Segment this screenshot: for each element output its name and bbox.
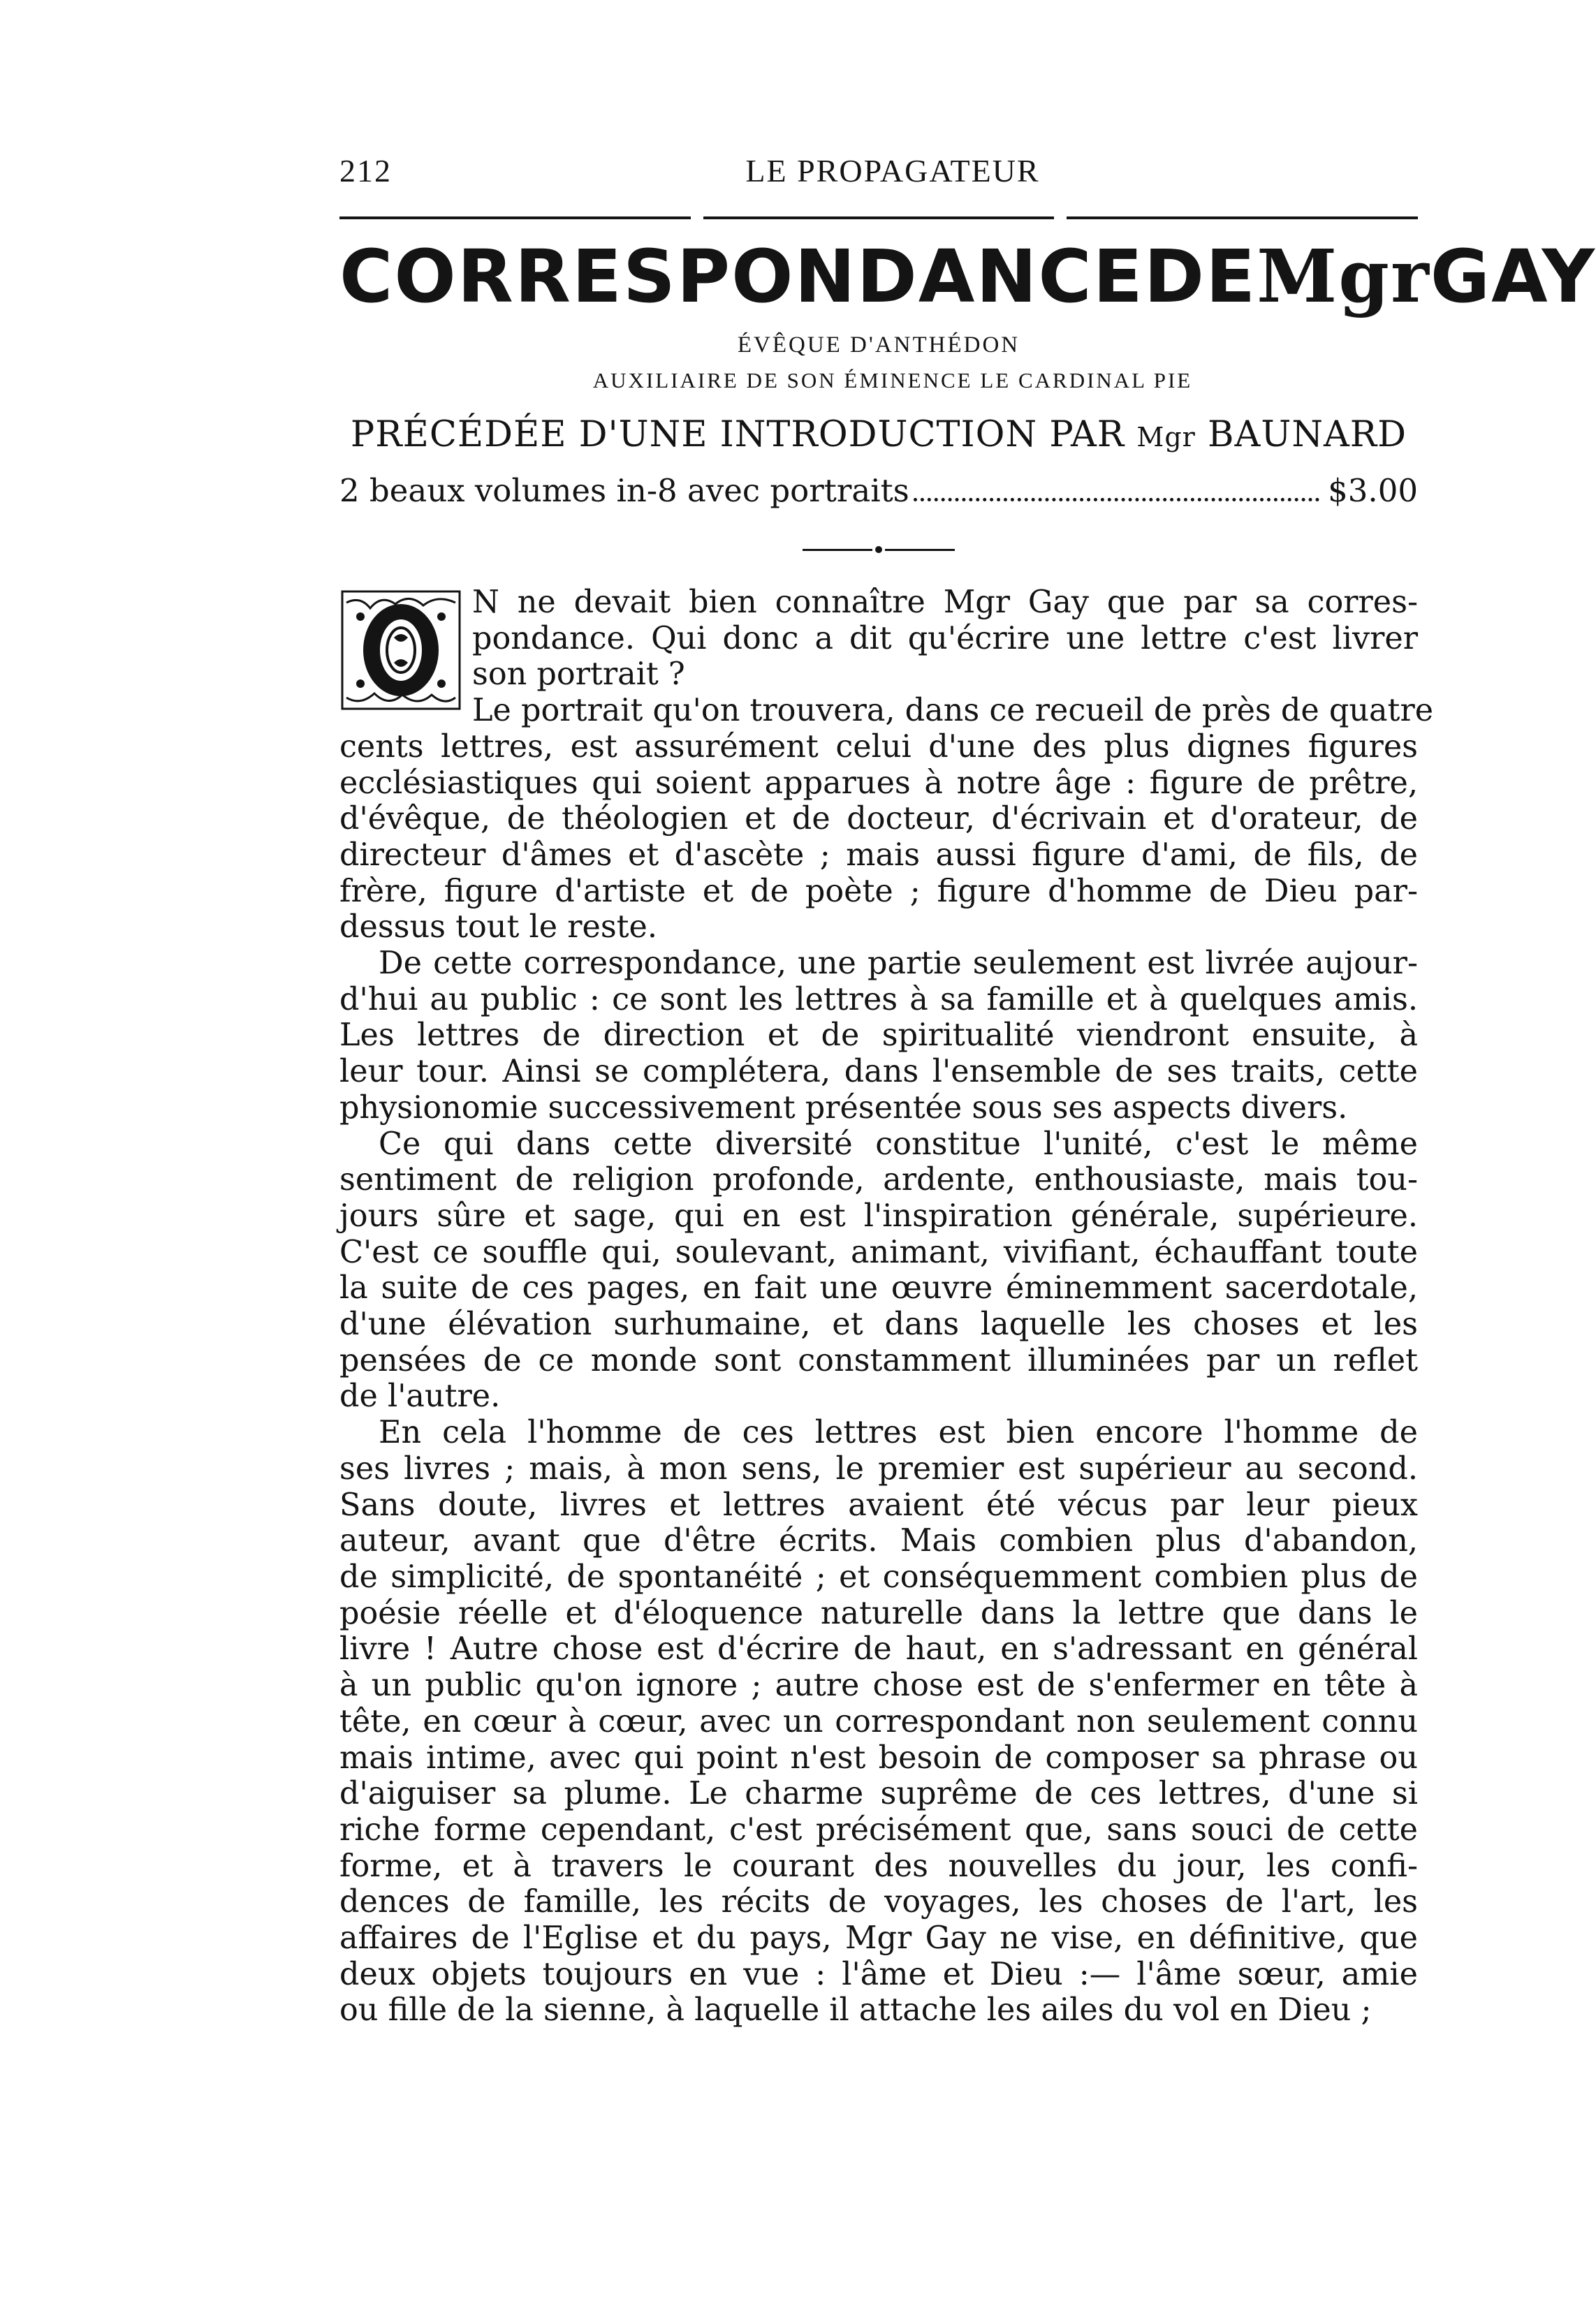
section-ornament xyxy=(339,543,1418,557)
text-line: affaires de l'Eglise et du pays, Mgr Gay ne vise, en définitive, que xyxy=(339,1920,1418,1957)
text-line: ou fille de la sienne, à laquelle il attache les ailes du vol en Dieu ; xyxy=(339,1992,1372,2029)
offer-line xyxy=(339,472,1418,509)
text-line: pensées de ce monde sont constamment illuminées par un reflet xyxy=(339,1342,1418,1378)
subtitle-auxiliary: AUXILIAIRE DE SON ÉMINENCE LE CARDINAL PIE xyxy=(592,368,1193,392)
text-line: tête, en cœur à cœur, avec un correspondant non seulement connu xyxy=(339,1703,1418,1740)
text-line: C'est ce souffle qui, soulevant, animant, vivifiant, échauffant toute xyxy=(339,1234,1418,1270)
title-word: CORRESPONDANCE xyxy=(339,234,1144,319)
paragraph xyxy=(339,584,1434,946)
leader-dots xyxy=(914,498,1319,501)
text-line: la suite de ces pages, en fait une œuvre éminemment sacerdotale, xyxy=(339,1270,1418,1307)
dropcap-ornament-icon xyxy=(339,589,462,712)
text-line: N ne devait bien connaître Mgr Gay que par sa corres- xyxy=(472,584,1418,620)
text-line: dessus tout le reste. xyxy=(339,909,658,946)
text-line: à un public qu'on ignore ; autre chose est de s'enfermer en tête à xyxy=(339,1668,1418,1704)
text-line: d'hui au public : ce sont les lettres à sa famille et à quelques amis. xyxy=(339,981,1418,1017)
text-line: cents lettres, est assurément celui d'une des plus dignes figures xyxy=(339,728,1418,765)
intro-main: PRÉCÉDÉE D'UNE INTRODUCTION PAR xyxy=(350,414,1137,455)
article-title xyxy=(339,233,1596,319)
text-line: auteur, avant que d'être écrits. Mais combien plus d'abandon, xyxy=(339,1523,1418,1559)
journal-title: LE PROPAGATEUR xyxy=(745,153,1040,189)
running-head xyxy=(339,140,1418,196)
introduction-line xyxy=(339,414,1418,455)
offer-price: $3.00 xyxy=(1328,472,1418,509)
text-line: directeur d'âmes et d'ascète ; mais aussi figure d'ami, de fils, de xyxy=(339,837,1418,873)
text-line: De cette correspondance, une partie seulement est livrée aujour- xyxy=(379,946,1418,982)
text-line: de simplicité, de spontanéité ; et conséquemment combien plus de xyxy=(339,1559,1418,1595)
page-number: 212 xyxy=(339,153,392,189)
text-line: Ce qui dans cette diversité constitue l'unité, c'est le même xyxy=(379,1126,1418,1162)
text-line: riche forme cependant, c'est précisément que, sans souci de cette xyxy=(339,1811,1418,1848)
intro-mgr: Mgr xyxy=(1136,422,1196,453)
text-line: d'évêque, de théologien et de docteur, d'écrivain et d'orateur, de xyxy=(339,801,1418,837)
text-line: physionomie successivement présentée sous ses aspects divers. xyxy=(339,1089,1348,1126)
text-line: jours sûre et sage, qui en est l'inspiration générale, supérieure. xyxy=(339,1198,1418,1234)
text-line: leur tour. Ainsi se complétera, dans l'ensemble de ses traits, cette xyxy=(339,1054,1418,1090)
title-word: Mgr xyxy=(1257,233,1430,319)
text-line: mais intime, avec qui point n'est besoin de composer sa phrase ou xyxy=(339,1740,1418,1776)
paragraph xyxy=(339,1126,1418,1415)
offer-description: 2 beaux volumes in-8 avec portraits xyxy=(339,472,909,509)
text-line: Le portrait qu'on trouvera, dans ce recueil de près de quatre xyxy=(472,693,1434,729)
subtitle-bishop: ÉVÊQUE D'ANTHÉDON xyxy=(737,332,1020,358)
text-line: ses livres ; mais, à mon sens, le premier est supérieur au second. xyxy=(339,1450,1418,1487)
text-line: dences de famille, les récits de voyages, les choses de l'art, les xyxy=(339,1884,1418,1920)
text-line: d'une élévation surhumaine, et dans laquelle les choses et les xyxy=(339,1307,1418,1343)
text-line: pondance. Qui donc a dit qu'écrire une lettre c'est livrer xyxy=(472,620,1418,656)
article-body xyxy=(339,584,1434,2029)
text-line: deux objets toujours en vue : l'âme et Dieu :— l'âme sœur, amie xyxy=(339,1956,1418,1992)
rule-segment xyxy=(703,216,1055,219)
rule-segment xyxy=(339,216,691,219)
page xyxy=(339,140,1596,2029)
text-line: son portrait ? xyxy=(472,656,685,693)
rule-segment xyxy=(1067,216,1418,219)
text-line: Les lettres de direction et de spiritualité viendront ensuite, à xyxy=(339,1017,1418,1054)
text-line: sentiment de religion profonde, ardente, enthousiaste, mais tou- xyxy=(339,1162,1418,1198)
text-line: de l'autre. xyxy=(339,1378,501,1415)
header-rules xyxy=(339,216,1418,219)
paragraph xyxy=(339,1415,1418,2029)
title-word: GAY xyxy=(1430,234,1596,319)
text-line: Sans doute, livres et lettres avaient été vécus par leur pieux xyxy=(339,1487,1418,1523)
title-word: DE xyxy=(1143,234,1257,319)
text-line: forme, et à travers le courant des nouvelles du jour, les confi- xyxy=(339,1848,1418,1884)
text-line: d'aiguiser sa plume. Le charme suprême de ces lettres, d'une si xyxy=(339,1776,1418,1812)
text-line: ecclésiastiques qui soient apparues à notre âge : figure de prêtre, xyxy=(339,765,1418,801)
paragraph xyxy=(339,946,1418,1126)
intro-name: BAUNARD xyxy=(1195,414,1407,455)
text-line: poésie réelle et d'éloquence naturelle dans la lettre que dans le xyxy=(339,1595,1418,1631)
text-line: livre ! Autre chose est d'écrire de haut, en s'adressant en général xyxy=(339,1631,1418,1668)
text-line: frère, figure d'artiste et de poète ; figure d'homme de Dieu par- xyxy=(339,873,1418,909)
text-line: En cela l'homme de ces lettres est bien encore l'homme de xyxy=(379,1415,1418,1451)
